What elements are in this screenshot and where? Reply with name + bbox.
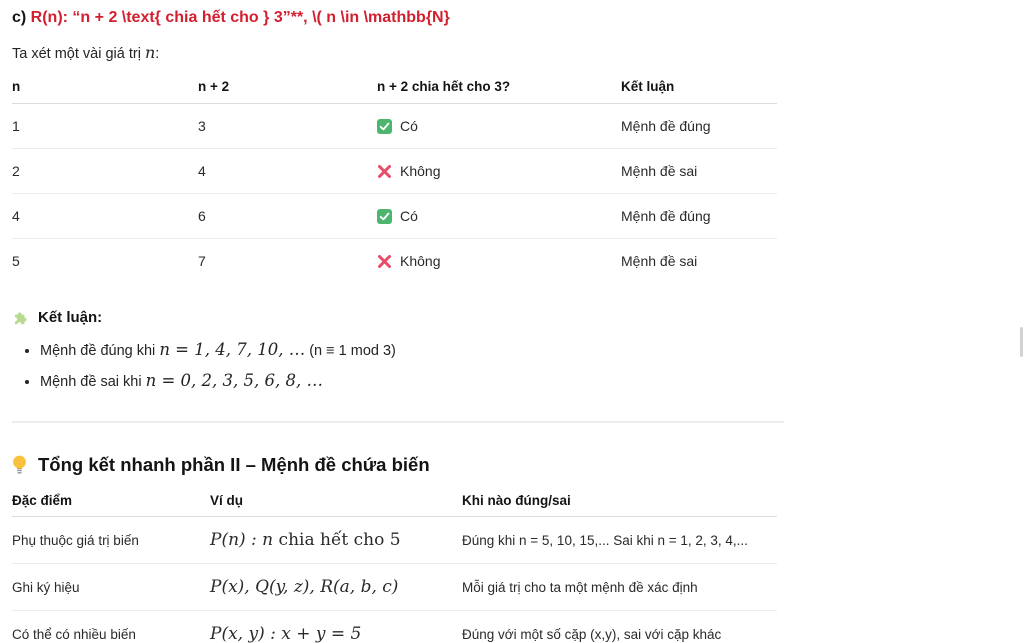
cell-divisible: [377, 149, 621, 194]
col-header-divisible: n + 2 chia hết cho 3?: [377, 74, 621, 104]
cell-feature: Có thể có nhiều biến: [12, 626, 136, 642]
puzzle-icon: [12, 309, 29, 326]
section-divider: [12, 421, 784, 423]
cell-example: [210, 517, 462, 564]
table-row: [12, 611, 777, 643]
cell-when: Đúng với một số cặp (x,y), sai với cặp khác: [462, 626, 722, 642]
bullet-suffix: (n ≡ 1 mod 3): [305, 343, 396, 359]
bullet-math: n = 1, 4, 7, 10, …: [159, 340, 306, 359]
cell-feature: Ghi ký hiệu: [12, 564, 210, 611]
intro-math-n: n: [144, 43, 156, 62]
example-math: P(x, y) : x + y = 5: [210, 624, 362, 643]
cell-n-plus-2: 3: [198, 104, 377, 149]
cell-n-plus-2: 4: [198, 149, 377, 194]
heading-prefix: c): [12, 9, 31, 26]
cell-example: [210, 564, 462, 611]
col-header-example: Ví dụ: [210, 489, 462, 517]
col-header-n: n: [12, 74, 198, 104]
divisible-label: Có: [400, 208, 418, 224]
cell-divisible: [377, 104, 621, 149]
table-row: [12, 194, 777, 239]
summary-table: [12, 489, 777, 643]
heading-latex-red: R(n): “n + 2 \text{ chia hết cho } 3”**, \( n \in \mathbb{N}: [30, 9, 450, 26]
bullet-math: n = 0, 2, 3, 5, 6, 8, …: [145, 371, 323, 390]
cell-conclusion: Mệnh đề sai: [621, 253, 698, 269]
example-math: P(n) : n: [210, 530, 274, 550]
conclusion-title: Kết luận:: [38, 309, 103, 326]
cell-n: 4: [12, 194, 198, 239]
col-header-when: Khi nào đúng/sai: [462, 489, 777, 517]
example-text: chia hết cho: [273, 530, 390, 550]
cell-conclusion: Mệnh đề đúng: [621, 104, 777, 149]
example-math: P(x), Q(y, z), R(a, b, c): [210, 577, 399, 597]
cell-n: 1: [12, 104, 198, 149]
col-header-n2: n + 2: [198, 74, 377, 104]
table-header-row: [12, 74, 777, 104]
cell-conclusion: Mệnh đề sai: [621, 149, 777, 194]
lightbulb-icon: [12, 455, 27, 476]
list-item: [40, 371, 790, 392]
list-item: [40, 340, 790, 361]
cross-icon: [377, 254, 392, 269]
table-row: [12, 564, 777, 611]
intro-paragraph: [12, 43, 790, 62]
cell-n: 5: [12, 253, 20, 269]
bullet-text: Mệnh đề đúng khi: [40, 343, 160, 359]
conclusion-list: [12, 340, 790, 392]
scrollbar-thumb[interactable]: [1020, 327, 1023, 357]
table-header-row: [12, 489, 777, 517]
cell-divisible: [377, 239, 621, 284]
example-tail: 5: [389, 530, 401, 550]
divisible-label: Không: [400, 253, 441, 269]
cell-conclusion: Mệnh đề đúng: [621, 194, 777, 239]
intro-colon: :: [155, 46, 160, 62]
conclusion-heading: [12, 309, 790, 326]
table-row: [12, 149, 777, 194]
check-icon: [377, 119, 392, 134]
cell-n-plus-2: 7: [198, 253, 206, 269]
table-row: [12, 104, 777, 149]
values-table: [12, 74, 777, 283]
col-header-feature: Đặc điểm: [12, 489, 210, 517]
bullet-text: Mệnh đề sai khi: [40, 374, 146, 390]
cross-icon: [377, 164, 392, 179]
cell-n-plus-2: 6: [198, 194, 377, 239]
cell-divisible: [377, 194, 621, 239]
divisible-label: Không: [400, 163, 441, 179]
summary-heading: [12, 454, 790, 476]
intro-text: Ta xét một vài giá trị: [12, 46, 145, 62]
cell-n: 2: [12, 149, 198, 194]
check-icon: [377, 209, 392, 224]
cell-feature: Phụ thuộc giá trị biến: [12, 517, 210, 564]
col-header-conclusion: Kết luận: [621, 74, 777, 104]
cell-when: Mỗi giá trị cho ta một mệnh đề xác định: [462, 564, 777, 611]
section-heading-c: [12, 8, 790, 28]
summary-title: Tổng kết nhanh phần II – Mệnh đề chứa biến: [38, 454, 430, 475]
table-row: [12, 239, 777, 284]
divisible-label: Có: [400, 118, 418, 134]
table-row: [12, 517, 777, 564]
cell-when: Đúng khi n = 5, 10, 15,... Sai khi n = 1, 2, 3, 4,...: [462, 517, 777, 564]
cell-example: [210, 611, 462, 643]
